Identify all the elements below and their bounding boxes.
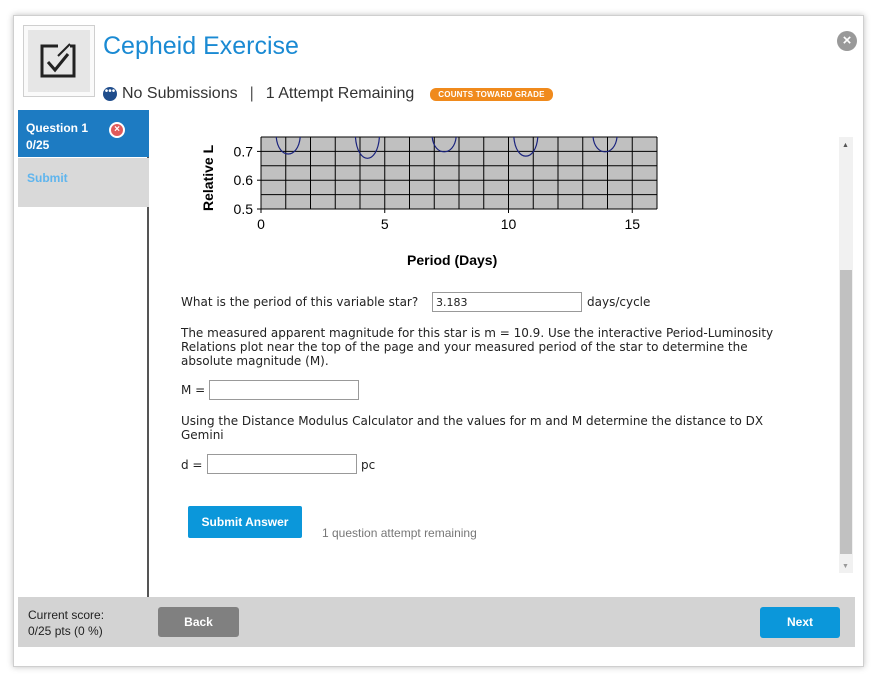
magnitude-question-line-2: Relations plot near the top of the page and your measured period of the star to determine the xyxy=(181,340,748,354)
back-button[interactable]: Back xyxy=(158,607,239,637)
attempts-remaining: 1 Attempt Remaining xyxy=(265,85,415,102)
score-label: Current score: xyxy=(28,608,105,622)
question-score: 0/25 xyxy=(26,138,50,152)
x-tick-label: 15 xyxy=(624,216,641,232)
score-value: 0/25 pts (0 %) xyxy=(28,624,103,638)
attempt-note: 1 question attempt remaining xyxy=(322,526,477,540)
absolute-magnitude-label: M = xyxy=(181,383,206,397)
light-curve-chart xyxy=(151,125,839,275)
distance-unit: pc xyxy=(361,458,376,472)
magnitude-question-line-1: The measured apparent magnitude for this star is m = 10.9. Use the interactive Period-Luminosity xyxy=(181,326,774,340)
submit-answer-button[interactable]: Submit Answer xyxy=(188,506,302,538)
content-scrollbar[interactable] xyxy=(839,137,853,573)
current-score xyxy=(28,607,104,639)
y-tick-label: 0.5 xyxy=(233,201,253,217)
question-label: Question 1 xyxy=(26,121,89,135)
incorrect-icon: × xyxy=(109,122,125,138)
magnitude-question-line-3: absolute magnitude (M). xyxy=(181,354,329,368)
distance-label: d = xyxy=(181,458,203,472)
y-axis-label: Relative L xyxy=(200,144,216,211)
submission-status: No Submissions xyxy=(122,85,238,102)
footer-bar xyxy=(18,597,855,647)
absolute-magnitude-input[interactable] xyxy=(209,380,359,400)
scroll-thumb[interactable] xyxy=(840,270,852,554)
sidebar-item-submit[interactable]: Submit xyxy=(18,158,149,207)
period-question: What is the period of this variable star? xyxy=(181,295,419,309)
period-input[interactable] xyxy=(432,292,582,312)
assignment-logo xyxy=(23,25,95,97)
x-axis-label: Period (Days) xyxy=(407,252,498,268)
x-tick-label: 0 xyxy=(257,216,265,232)
distance-question-line-2: Gemini xyxy=(181,428,224,442)
sidebar-item-question-1[interactable] xyxy=(18,110,149,157)
scroll-down-icon[interactable]: ▼ xyxy=(842,563,849,570)
close-icon[interactable]: × xyxy=(837,31,857,51)
document-check-icon xyxy=(28,30,90,92)
status-separator: | xyxy=(249,85,254,102)
next-button[interactable]: Next xyxy=(760,607,840,638)
counts-toward-grade-badge: COUNTS TOWARD GRADE xyxy=(430,88,552,101)
period-unit: days/cycle xyxy=(587,295,651,309)
page-title: Cepheid Exercise xyxy=(103,32,299,60)
x-tick-label: 5 xyxy=(380,216,389,232)
distance-input[interactable] xyxy=(207,454,357,474)
submission-status-bar xyxy=(103,84,553,104)
question-sidebar xyxy=(18,110,149,597)
y-tick-label: 0.6 xyxy=(233,172,253,189)
x-tick-label: 10 xyxy=(500,216,517,232)
distance-question-line-1: Using the Distance Modulus Calculator and the values for m and M determine the distance to DX xyxy=(181,414,764,428)
y-tick-label: 0.7 xyxy=(233,143,253,160)
scroll-up-icon[interactable]: ▲ xyxy=(842,142,849,149)
more-icon: ••• xyxy=(103,87,117,101)
